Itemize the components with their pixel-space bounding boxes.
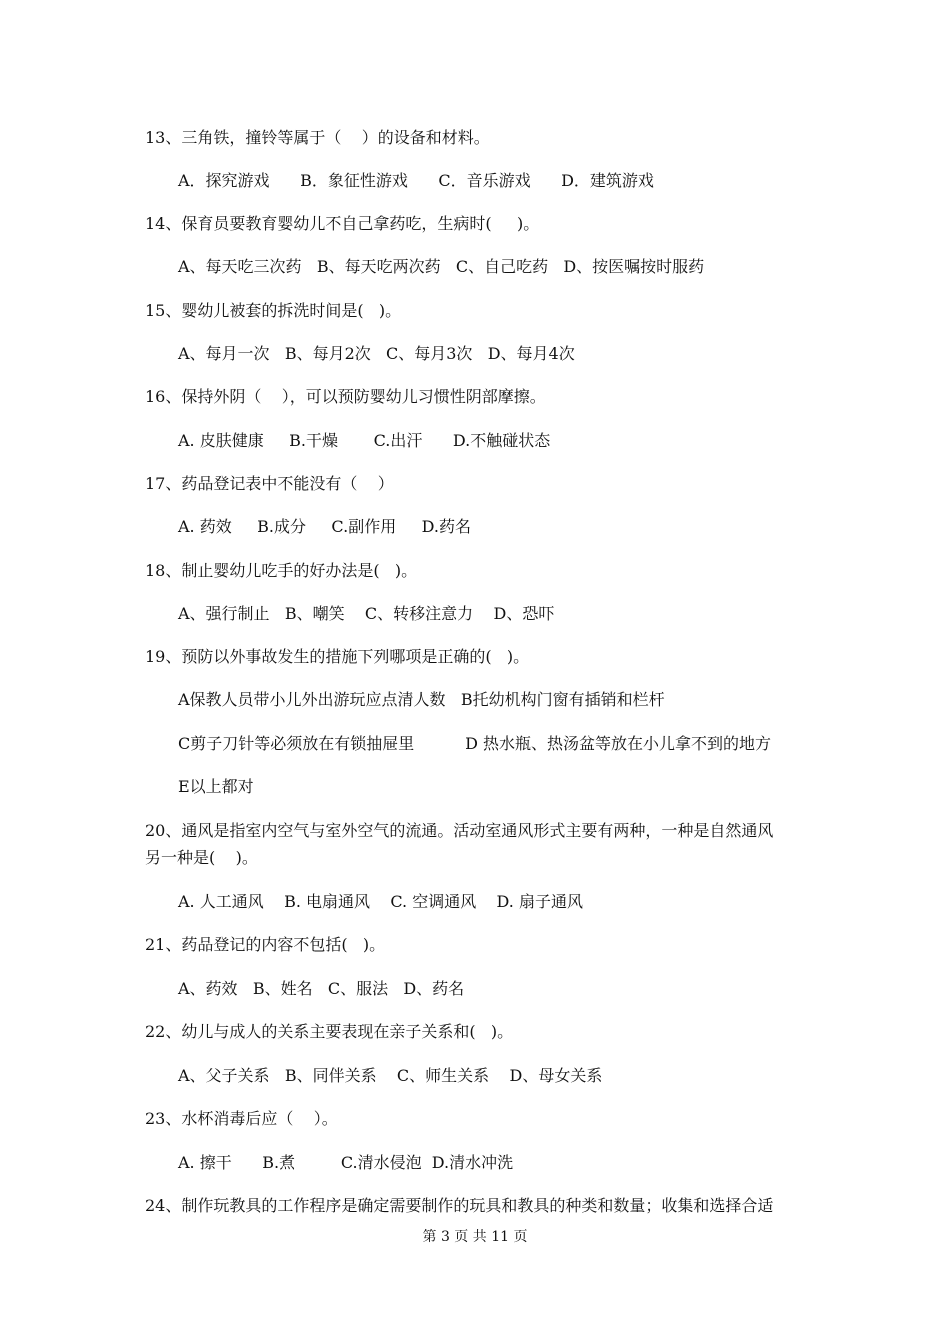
question-20-stem: 20、通风是指室内空气与室外空气的流通。活动室通风形式主要有两种，一种是自然通风	[145, 821, 774, 840]
question-21-stem: 21、药品登记的内容不包括( )。	[145, 935, 386, 954]
question-23-options: A. 擦干 B.煮 C.清水侵泡 D.清水冲洗	[178, 1153, 514, 1172]
question-20-options: A. 人工通风 B. 电扇通风 C. 空调通风 D. 扇子通风	[178, 892, 583, 911]
question-17-stem: 17、药品登记表中不能没有（ ）	[145, 474, 394, 493]
question-19-option-ab: A保教人员带小儿外出游玩应点清人数 B托幼机构门窗有插销和栏杆	[178, 690, 665, 709]
page-footer: 第 3 页 共 11 页	[422, 1229, 528, 1245]
question-19-stem: 19、预防以外事故发生的措施下列哪项是正确的( )。	[145, 647, 530, 666]
question-13-options: A．探究游戏 B．象征性游戏 C．音乐游戏 D．建筑游戏	[178, 171, 654, 190]
question-16-stem: 16、保持外阴（ ），可以预防婴幼儿习惯性阴部摩擦。	[145, 387, 546, 406]
question-14-options: A、每天吃三次药 B、每天吃两次药 C、自己吃药 D、按医嘱按时服药	[178, 257, 705, 276]
question-20-stem-cont: 另一种是( )。	[145, 848, 258, 867]
question-16-options: A. 皮肤健康 B.干燥 C.出汗 D.不触碰状态	[178, 431, 551, 450]
question-21-options: A、药效 B、姓名 C、服法 D、药名	[178, 979, 465, 998]
question-18-options: A、强行制止 B、嘲笑 C、转移注意力 D、恐吓	[178, 604, 555, 623]
question-22-stem: 22、幼儿与成人的关系主要表现在亲子关系和( )。	[145, 1022, 514, 1041]
question-19-option-cd: C剪子刀针等必须放在有锁抽屉里 D 热水瓶、热汤盆等放在小儿拿不到的地方	[178, 734, 772, 753]
question-22-options: A、父子关系 B、同伴关系 C、师生关系 D、母女关系	[178, 1066, 603, 1085]
question-23-stem: 23、水杯消毒后应（ ）。	[145, 1109, 338, 1128]
question-19-option-e: E以上都对	[178, 777, 254, 796]
question-15-options: A、每月一次 B、每月2次 C、每月3次 D、每月4次	[178, 344, 575, 363]
question-18-stem: 18、制止婴幼儿吃手的好办法是( )。	[145, 561, 418, 580]
question-13-stem: 13、三角铁，撞铃等属于（ ）的设备和材料。	[145, 128, 490, 147]
question-17-options: A. 药效 B.成分 C.副作用 D.药名	[178, 517, 471, 536]
question-14-stem: 14、保育员要教育婴幼儿不自己拿药吃，生病时( )。	[145, 214, 540, 233]
question-24-stem: 24、制作玩教具的工作程序是确定需要制作的玩具和教具的种类和数量；收集和选择合适	[145, 1196, 774, 1215]
question-15-stem: 15、婴幼儿被套的拆洗时间是( )。	[145, 301, 402, 320]
